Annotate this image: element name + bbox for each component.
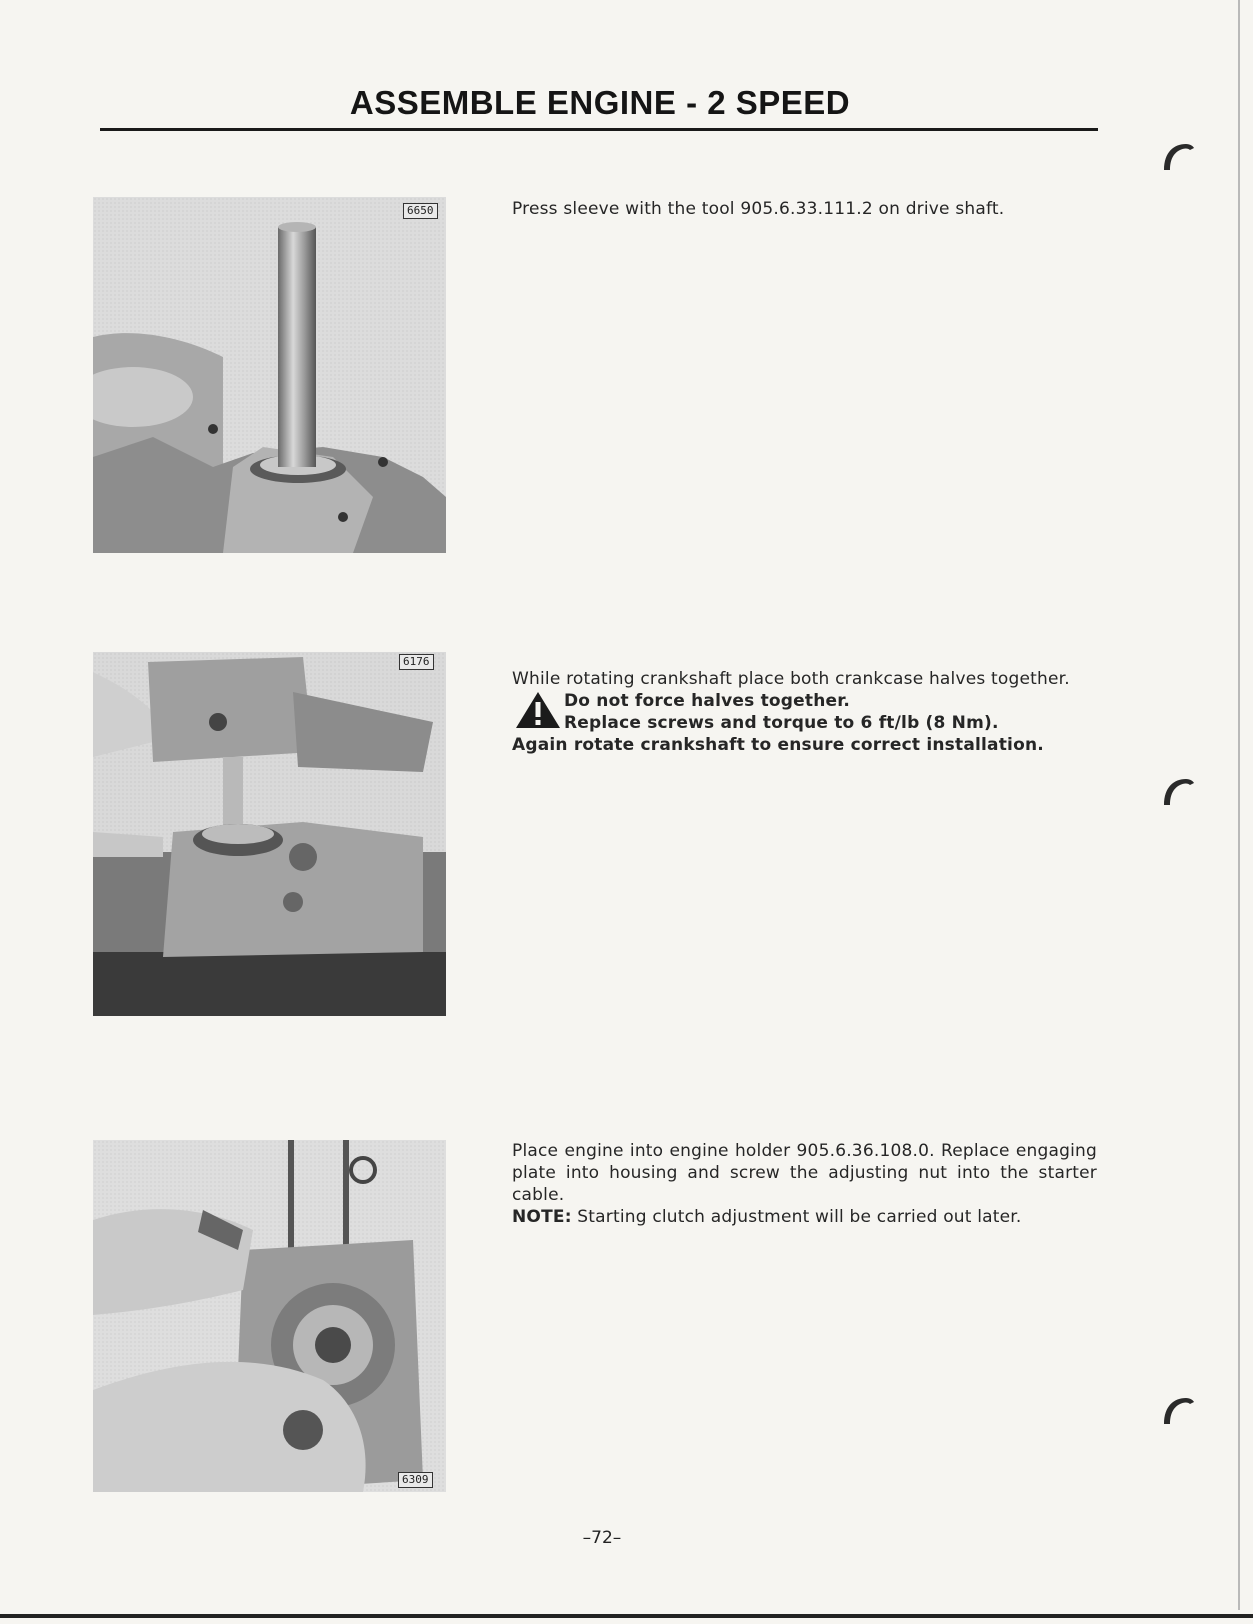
note-label: NOTE:: [512, 1207, 572, 1227]
photo-crankcase-halves: [93, 652, 446, 1016]
title-divider: [100, 128, 1098, 131]
photo-code-label: 6176: [399, 654, 434, 670]
step-3-note: [512, 1206, 1097, 1228]
step-2-intro: While rotating crankshaft place both crankcase halves together.: [512, 669, 1070, 689]
step-2-block: [512, 668, 1097, 756]
warning-line-3: Again rotate crankshaft to ensure correct installation.: [512, 735, 1044, 755]
photo-code-label: 6309: [398, 1472, 433, 1488]
photo-press-sleeve: [93, 197, 446, 553]
step-1-text: Press sleeve with the tool 905.6.33.111.2 on drive shaft.: [512, 199, 1005, 219]
warning-triangle-icon: [512, 690, 564, 730]
warning-line-1: Do not force halves together.: [564, 691, 851, 711]
binder-clip-icon: [1160, 1392, 1196, 1428]
page-edge-shadow: [1238, 0, 1240, 1610]
warning-line-2: Replace screws and torque to 6 ft/lb (8 Nm).: [564, 713, 999, 733]
binder-clip-icon: [1160, 773, 1196, 809]
photo-engine-holder: [93, 1140, 446, 1492]
photo-code-label: 6650: [403, 203, 438, 219]
note-text: Starting clutch adjustment will be carried out later.: [577, 1207, 1022, 1227]
step-3-block: [512, 1140, 1097, 1228]
page-number: –72–: [582, 1528, 622, 1548]
binder-clip-icon: [1160, 138, 1196, 174]
bottom-edge: [0, 1614, 1253, 1618]
warning-block: [512, 690, 1097, 734]
step-3-text: Place engine into engine holder 905.6.36.108.0. Replace engaging plate into housing and screw the adjusting nut into the starter cable.: [512, 1141, 1097, 1205]
page-title: ASSEMBLE ENGINE - 2 SPEED: [349, 84, 851, 121]
